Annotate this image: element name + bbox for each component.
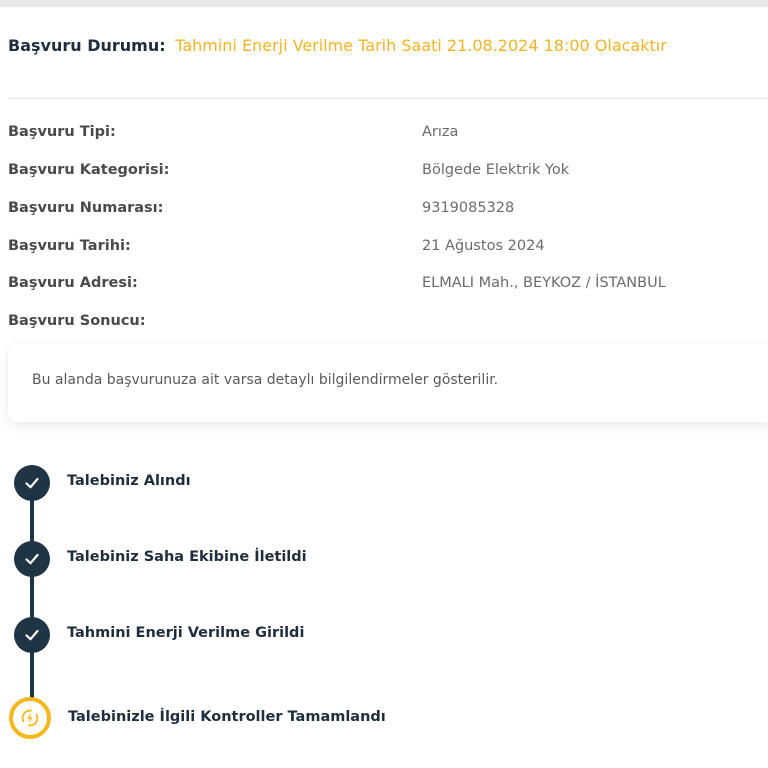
timeline-step-label: Tahmini Enerji Verilme Girildi xyxy=(67,625,305,641)
timeline-connector xyxy=(30,484,34,700)
check-icon xyxy=(23,626,41,644)
detail-label: Başvuru Tarihi: xyxy=(8,238,131,254)
timeline-step-label: Talebiniz Alındı xyxy=(67,473,191,489)
detail-value: Bölgede Elektrik Yok xyxy=(422,162,570,178)
timeline-step-label: Talebiniz Saha Ekibine İletildi xyxy=(67,549,307,565)
timeline-step-label: Talebinizle İlgili Kontroller Tamamlandı xyxy=(68,709,386,725)
info-note-text: Bu alanda başvurunuza ait varsa detaylı bilgilendirmeler gösterilir. xyxy=(32,372,499,388)
detail-row-result xyxy=(8,309,758,333)
detail-value: Arıza xyxy=(422,124,459,140)
step-done-indicator xyxy=(14,617,50,653)
status-value: Tahmini Enerji Verilme Tarih Saati 21.08.2024 18:00 Olacaktır xyxy=(175,36,667,55)
lightning-icon xyxy=(19,707,41,729)
detail-row-number xyxy=(8,196,758,220)
detail-value: 21 Ağustos 2024 xyxy=(422,238,545,254)
detail-label: Başvuru Numarası: xyxy=(8,200,164,216)
detail-row-address xyxy=(8,271,758,295)
top-strip xyxy=(0,0,768,7)
step-pending-indicator xyxy=(9,697,51,739)
application-status xyxy=(8,36,768,55)
step-done-indicator xyxy=(14,541,50,577)
detail-row-date xyxy=(8,234,758,258)
check-icon xyxy=(23,550,41,568)
detail-label: Başvuru Sonucu: xyxy=(8,313,146,329)
step-done-indicator xyxy=(14,465,50,501)
detail-label: Başvuru Kategorisi: xyxy=(8,162,170,178)
detail-row-category xyxy=(8,158,758,182)
detail-label: Başvuru Tipi: xyxy=(8,124,116,140)
info-note-card xyxy=(8,344,768,422)
check-icon xyxy=(23,474,41,492)
detail-value: 9319085328 xyxy=(422,200,515,216)
detail-row-type xyxy=(8,120,758,144)
divider xyxy=(8,98,768,99)
detail-value: ELMALI Mah., BEYKOZ / İSTANBUL xyxy=(422,275,666,291)
detail-label: Başvuru Adresi: xyxy=(8,275,138,291)
status-label: Başvuru Durumu: xyxy=(8,36,166,55)
